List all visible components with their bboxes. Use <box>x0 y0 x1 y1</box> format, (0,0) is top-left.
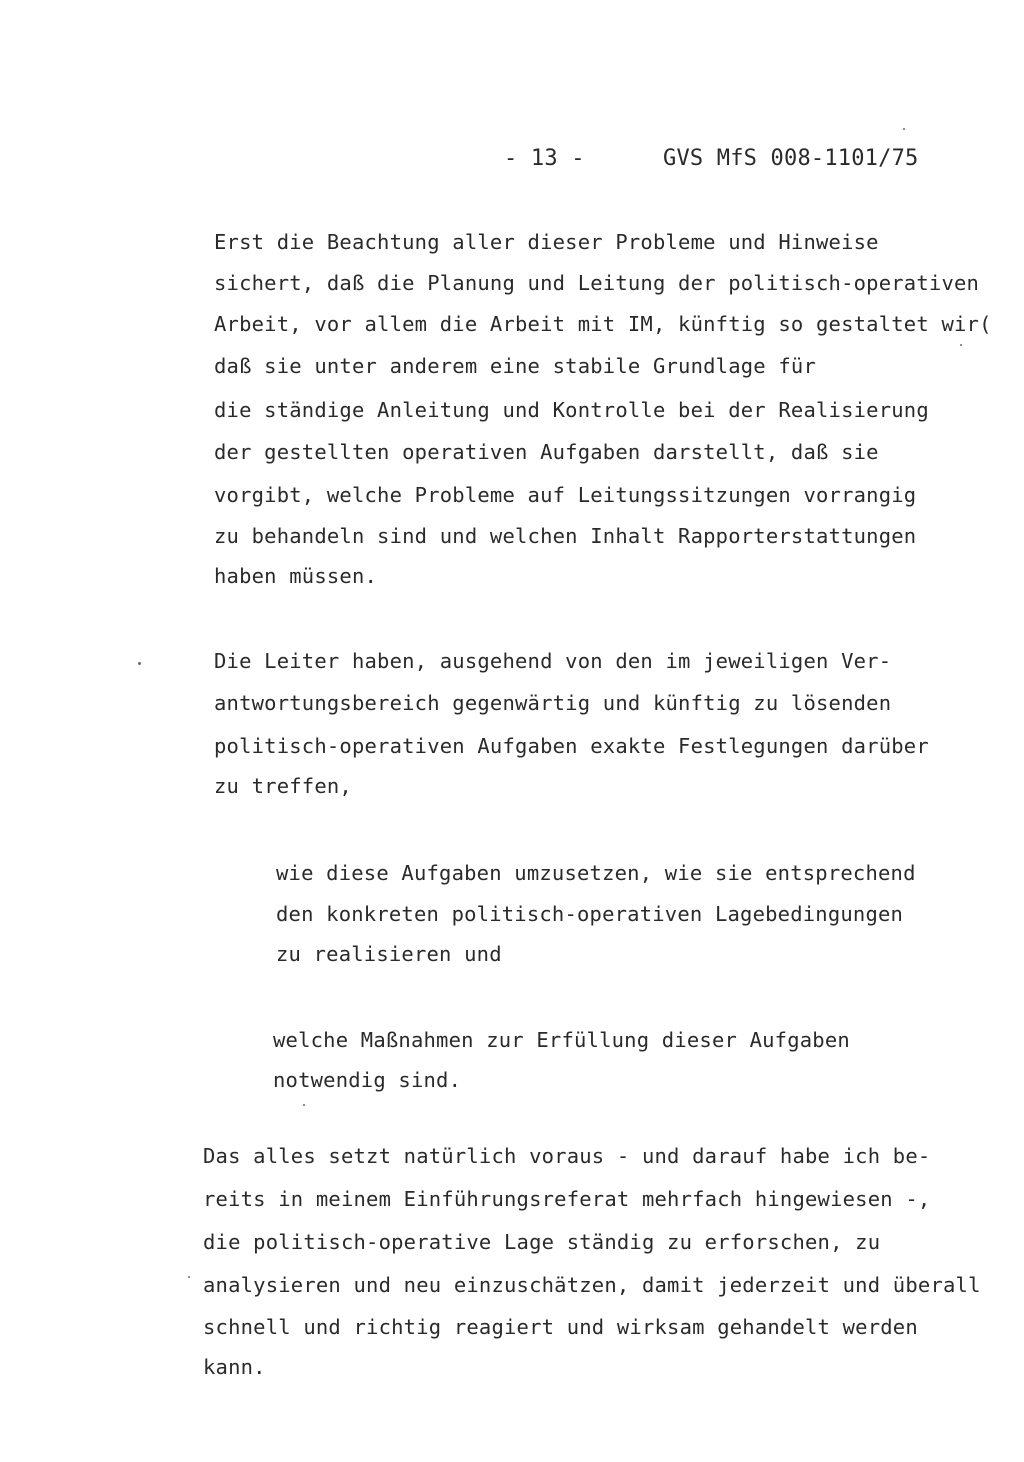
text-line: zu realisieren und <box>276 942 502 966</box>
text-line: Die Leiter haben, ausgehend von den im jeweiligen Ver- <box>214 649 892 673</box>
text-line: Arbeit, vor allem die Arbeit mit IM, künftig so gestaltet wir( <box>214 312 992 336</box>
text-line: den konkreten politisch-operativen Lagebedingungen <box>276 902 904 926</box>
text-line: schnell und richtig reagiert und wirksam gehandelt werden <box>203 1315 918 1339</box>
text-line: zu behandeln sind und welchen Inhalt Rapporterstattungen <box>214 524 917 548</box>
text-line: reits in meinem Einführungsreferat mehrfach hingewiesen -, <box>203 1187 931 1211</box>
text-line: vorgibt, welche Probleme auf Leitungssitzungen vorrangig <box>214 483 917 507</box>
text-line: notwendig sind. <box>273 1068 462 1092</box>
text-line: Erst die Beachtung aller dieser Probleme und Hinweise <box>214 230 879 254</box>
text-line: welche Maßnahmen zur Erfüllung dieser Aufgaben <box>273 1028 850 1052</box>
text-line: sichert, daß die Planung und Leitung der politisch-operativen <box>214 271 980 295</box>
scan-speck <box>903 128 905 130</box>
text-line: politisch-operativen Aufgaben exakte Festlegungen darüber <box>214 734 929 758</box>
scan-speck <box>960 344 962 346</box>
text-line: die ständige Anleitung und Kontrolle bei der Realisierung <box>214 398 929 422</box>
page-number: - 13 - <box>504 146 585 171</box>
text-line: analysieren und neu einzuschätzen, damit jederzeit und überall <box>203 1273 981 1297</box>
text-line: antwortungsbereich gegenwärtig und künftig zu lösenden <box>214 691 892 715</box>
text-line: wie diese Aufgaben umzusetzen, wie sie entsprechend <box>276 861 916 885</box>
text-line: der gestellten operativen Aufgaben darstellt, daß sie <box>214 440 879 464</box>
document-reference: GVS MfS 008-1101/75 <box>663 146 919 171</box>
scan-speck <box>303 1104 305 1106</box>
scan-speck <box>188 1276 190 1278</box>
text-line: die politisch-operative Lage ständig zu erforschen, zu <box>203 1230 881 1254</box>
text-line: kann. <box>203 1355 266 1379</box>
text-line: zu treffen, <box>214 774 352 798</box>
scan-speck <box>138 662 141 665</box>
text-line: haben müssen. <box>214 564 378 588</box>
text-line: Das alles setzt natürlich voraus - und darauf habe ich be- <box>203 1144 931 1168</box>
page-header <box>0 146 1024 178</box>
text-line: daß sie unter anderem eine stabile Grundlage für <box>214 354 817 378</box>
